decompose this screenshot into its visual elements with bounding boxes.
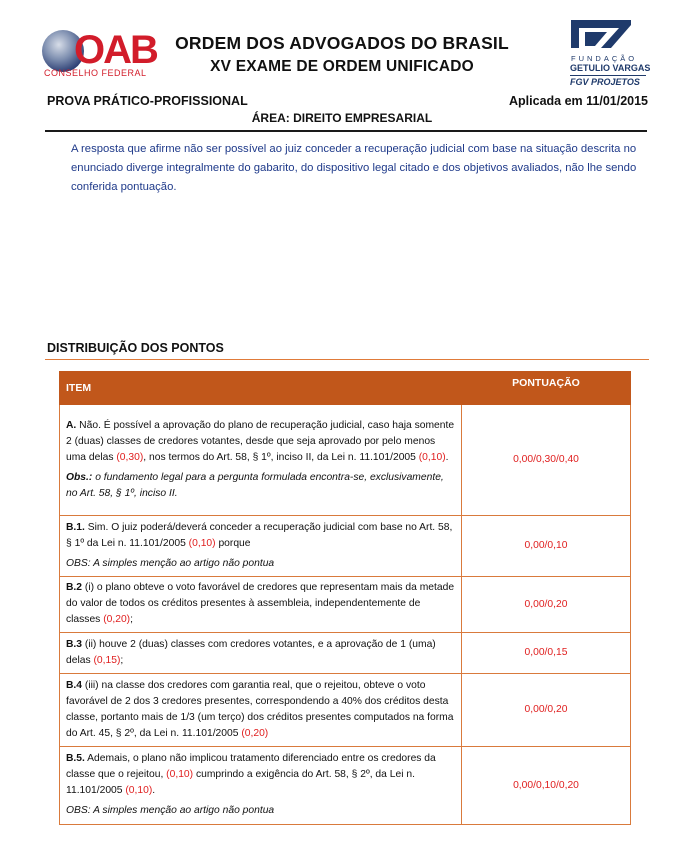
item-description	[60, 674, 462, 747]
table-row	[60, 405, 631, 516]
item-text: ;	[130, 614, 133, 625]
table-row	[60, 516, 631, 577]
item-label: B.2	[66, 582, 83, 593]
item-points: (0,15)	[93, 654, 121, 666]
item-points: (0,10)	[125, 785, 153, 796]
item-points: (0,10)	[166, 769, 194, 780]
item-score: 0,00/0,15	[462, 633, 631, 674]
column-header-score: PONTUAÇÃO	[462, 372, 631, 405]
item-points: (0,20)	[103, 614, 131, 625]
item-label: B.5.	[66, 753, 85, 764]
exam-area: ÁREA: DIREITO EMPRESARIAL	[251, 111, 433, 125]
item-score: 0,00/0,30/0,40	[462, 405, 631, 516]
oab-logo-text: OAB	[74, 28, 157, 72]
item-text: Ademais, o plano não implicou tratamento diferenciado entre os credores da classe que o rejeitou,	[66, 753, 436, 780]
item-text: ;	[120, 654, 124, 666]
table-row	[60, 577, 631, 633]
exam-type: PROVA PRÁTICO-PROFISSIONAL	[47, 94, 248, 108]
fgv-mark-icon	[571, 20, 631, 50]
table-row	[60, 633, 631, 674]
obs-text: o fundamento legal para a pergunta formulada encontra-se, exclusivamente, no Art. 58, § 1º, inciso II.	[66, 471, 444, 499]
page-header	[0, 0, 684, 90]
fgv-divider	[570, 75, 646, 76]
oab-subtitle: CONSELHO FEDERAL	[44, 68, 147, 78]
item-label: B.4	[66, 679, 83, 691]
item-description	[60, 405, 462, 516]
item-label: B.1.	[66, 521, 85, 533]
item-text: Não. É possível a aprovação do plano de recuperação judicial, caso haja somente 2 (duas) classes de credores votantes, desde que seja aprovado por pelo menos uma delas	[66, 419, 455, 463]
item-text: Sim. O juiz poderá/deverá conceder a recuperação judicial com base no Art. 58, § 1º da Lei n. 11.101/2005	[66, 521, 453, 549]
item-description	[60, 577, 462, 633]
item-score: 0,00/0,20	[462, 577, 631, 633]
fgv-line-projetos: FGV PROJETOS	[570, 77, 640, 87]
table-row	[60, 747, 631, 825]
section-divider	[45, 359, 649, 360]
item-description	[60, 633, 462, 674]
item-score: 0,00/0,20	[462, 674, 631, 747]
column-header-item: ITEM	[60, 372, 462, 405]
item-points: (0,10)	[418, 451, 446, 463]
item-text: porque	[215, 537, 251, 549]
document-title: ORDEM DOS ADVOGADOS DO BRASIL	[175, 33, 509, 53]
item-text: cumprindo a exigência do Art. 58, § 2º, da Lei n. 11.101/2005	[66, 769, 415, 796]
item-label: B.3	[66, 638, 83, 650]
item-text: .	[445, 451, 449, 463]
fgv-line-fundacao: FUNDAÇÃO	[571, 54, 638, 63]
item-label: A.	[66, 419, 77, 431]
item-points: (0,20)	[241, 727, 269, 739]
header-divider	[45, 130, 647, 132]
item-points: (0,10)	[188, 537, 216, 549]
item-score: 0,00/0,10/0,20	[462, 747, 631, 825]
item-score: 0,00/0,10	[462, 516, 631, 577]
table-row	[60, 674, 631, 747]
item-text: (iii) na classe dos credores com garantia real, que o rejeitou, obteve o voto favorável de 2 dos 3 credores presentes, correspondendo a 40% dos créditos desta classe, portanto mais de 1/3 (um terço) dos créditos presentes computados na forma do Art. 45, § 2º, da Lei n. 11.101/2005	[66, 679, 454, 739]
obs-label: Obs.:	[66, 471, 93, 483]
document-subtitle: XV EXAME DE ORDEM UNIFICADO	[210, 58, 474, 75]
answer-notice: A resposta que afirme não ser possível ao juiz conceder a recuperação judicial com base na situação descrita no enunciado diverge integralmente do gabarito, do dispositivo legal citado e dos objetivos avaliados, não lhe sendo conferida pontuação.	[71, 143, 637, 193]
table-header-row	[60, 372, 631, 405]
item-text: .	[152, 785, 156, 796]
exam-date: Aplicada em 11/01/2015	[509, 94, 648, 108]
item-points: (0,30)	[116, 451, 144, 463]
item-note: OBS: A simples menção ao artigo não pontua	[66, 805, 275, 816]
item-note: OBS: A simples menção ao artigo não pontua	[66, 557, 275, 569]
fgv-line-getulio-vargas: GETULIO VARGAS	[570, 63, 651, 73]
item-description	[60, 516, 462, 577]
item-description	[60, 747, 462, 825]
score-table	[59, 371, 631, 825]
fgv-logo	[565, 20, 655, 90]
oab-logo	[42, 28, 157, 82]
item-text: (i) o plano obteve o voto favorável de credores que representam mais da metade do valor de todos os créditos presentes à assembleia, independentemente de classes	[66, 582, 455, 625]
item-text: , nos termos do Art. 58, § 1º, inciso II, da Lei n. 11.101/2005	[143, 451, 419, 463]
section-title: DISTRIBUIÇÃO DOS PONTOS	[47, 341, 224, 355]
item-text: (ii) houve 2 (duas) classes com credores votantes, e a aprovação de 1 (uma) delas	[66, 638, 436, 666]
